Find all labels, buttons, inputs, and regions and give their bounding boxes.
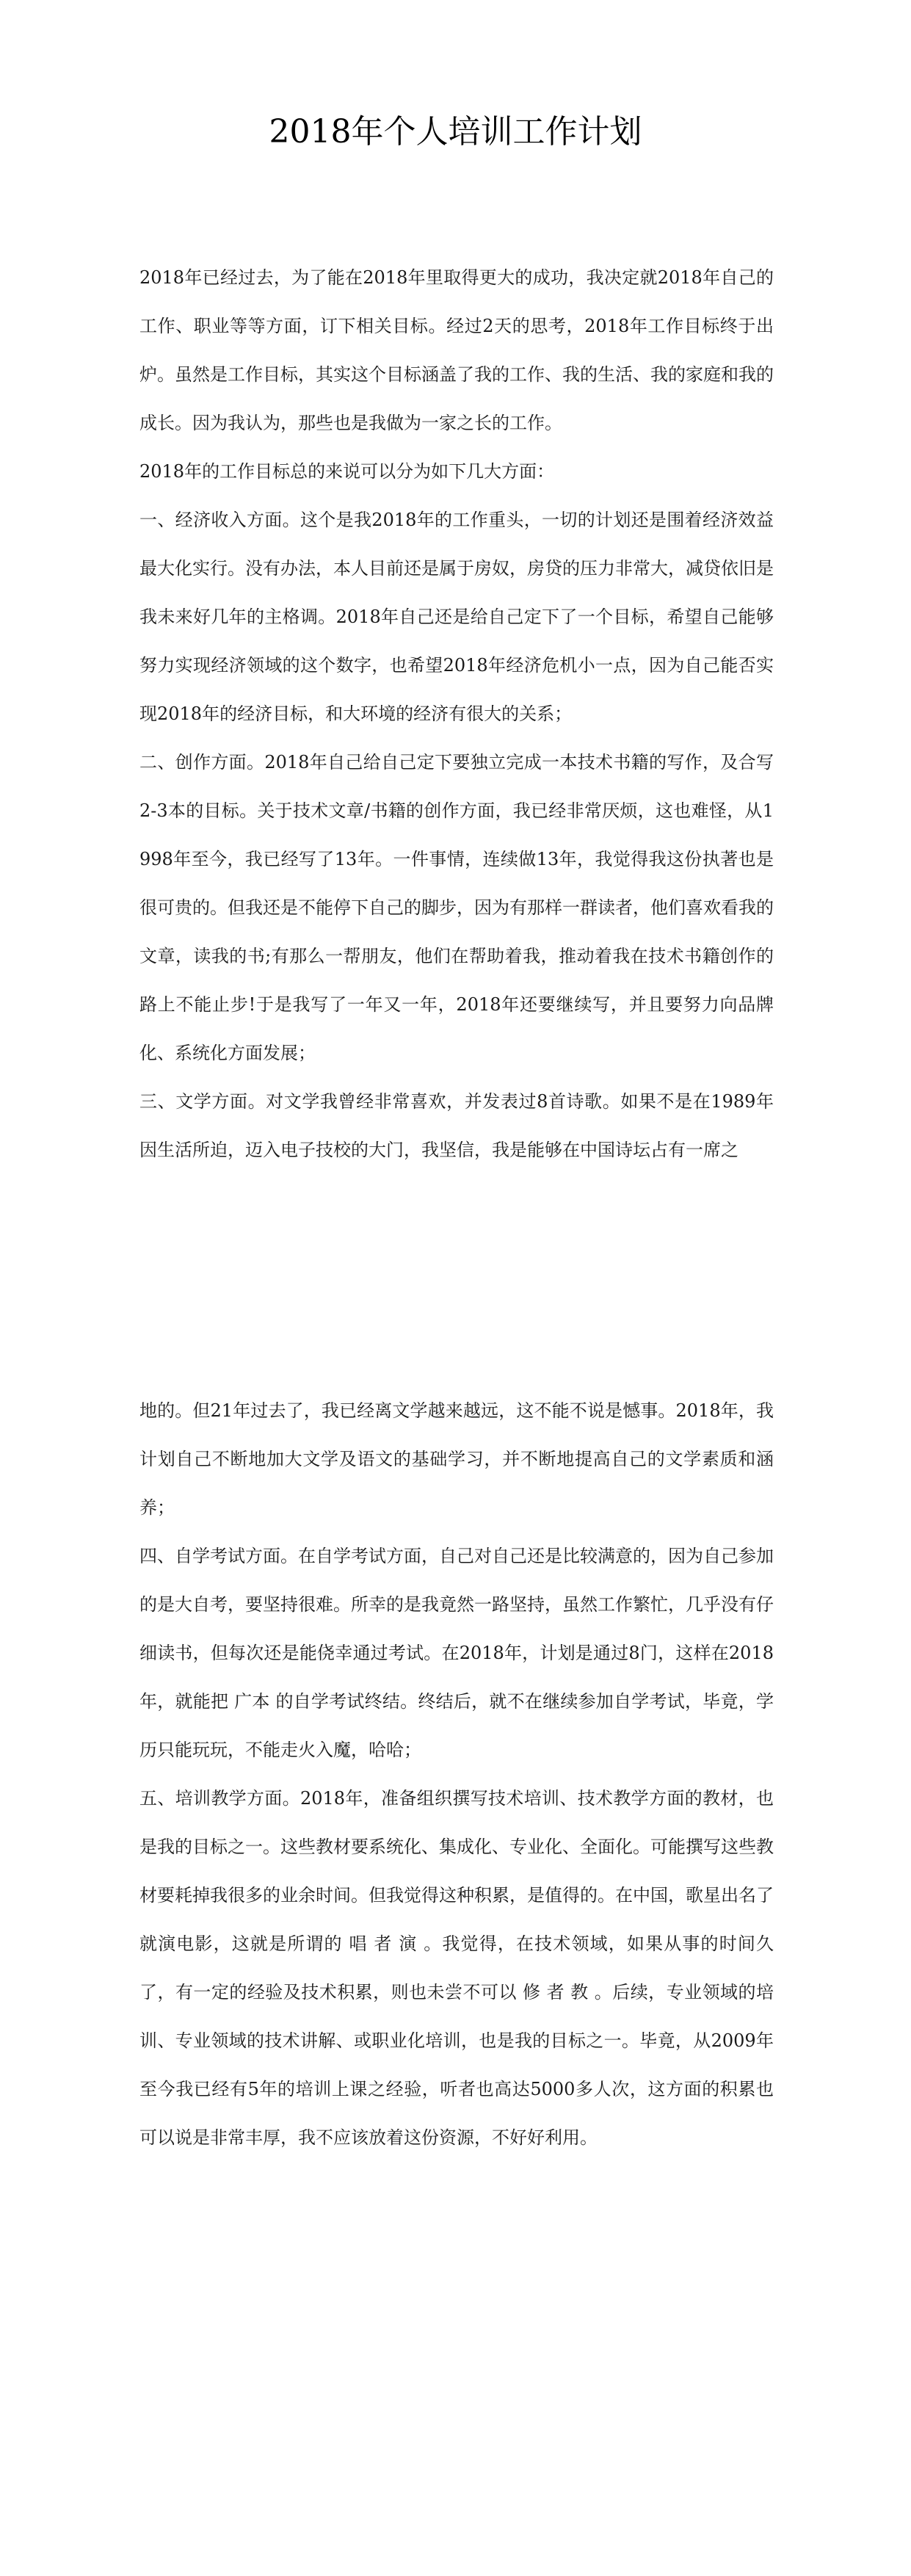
- paragraph: 2018年已经过去，为了能在2018年里取得更大的成功，我决定就2018年自己的工作、职业等等方面，订下相关目标。经过2天的思考，2018年工作目标终于出炉。虽然是工作目标，其实这个目标涵盖了我的工作、我的生活、我的家庭和我的成长。因为我认为，那些也是我做为一家之长的工作。: [139, 267, 774, 433]
- paragraph: 四、自学考试方面。在自学考试方面，自己对自己还是比较满意的，因为自己参加的是大自考，要坚持很难。所幸的是我竟然一路坚持，虽然工作繁忙，几乎没有仔细读书，但每次还是能侥幸通过考试。在2018年，计划是通过8门，这样在2018年，就能把 广本 的自学考试终结。终结后，就不在继续参加自学考试，毕竟，学历只能玩玩，不能走火入魔，哈哈；: [139, 1546, 774, 1760]
- paragraph: 二、创作方面。2018年自己给自己定下要独立完成一本技术书籍的写作，及合写2-3本的目标。关于技术文章/书籍的创作方面，我已经非常厌烦，这也难怪，从1998年至今，我已经写了13年。一件事情，连续做13年，我觉得我这份执著也是很可贵的。但我还是不能停下自己的脚步，因为有那样一群读者，他们喜欢看我的文章，读我的书;有那么一帮朋友，他们在帮助着我，推动着我在技术书籍创作的路上不能止步!于是我写了一年又一年，2018年还要继续写，并且要努力向品牌化、系统化方面发展；: [139, 752, 774, 1063]
- paragraph: 一、经济收入方面。这个是我2018年的工作重头，一切的计划还是围着经济效益最大化实行。没有办法，本人目前还是属于房奴，房贷的压力非常大，减贷依旧是我未来好几年的主格调。2018年自己还是给自己定下了一个目标，希望自己能够努力实现经济领域的这个数字，也希望2018年经济危机小一点，因为自己能否实现2018年的经济目标，和大环境的经济有很大的关系；: [139, 510, 774, 724]
- body-text-block-page-2: [139, 1386, 774, 2162]
- paragraph: 三、文学方面。对文学我曾经非常喜欢，并发表过8首诗歌。如果不是在1989年因生活所迫，迈入电子技校的大门，我坚信，我是能够在中国诗坛占有一席之: [139, 1091, 774, 1160]
- paragraph: 地的。但21年过去了，我已经离文学越来越远，这不能不说是憾事。2018年，我计划自己不断地加大文学及语文的基础学习，并不断地提高自己的文学素质和涵养；: [139, 1400, 774, 1518]
- body-text-block-page-1: [139, 253, 774, 1174]
- document-title: 2018年个人培训工作计划: [269, 113, 642, 151]
- paragraph: 2018年的工作目标总的来说可以分为如下几大方面：: [139, 461, 555, 482]
- paragraph: 五、培训教学方面。2018年，准备组织撰写技术培训、技术教学方面的教材，也是我的目标之一。这些教材要系统化、集成化、专业化、全面化。可能撰写这些教材要耗掉我很多的业余时间。但我觉得这种积累，是值得的。在中国，歌星出名了就演电影，这就是所谓的 唱 者 演 。我觉得，在技术领域，如果从事的时间久了，有一定的经验及技术积累，则也未尝不可以 修 者 教 。后续，专业领域的培训、专业领域的技术讲解、或职业化培训，也是我的目标之一。毕竟，从2009年至今我已经有5年的培训上课之经验，听者也高达5000多人次，这方面的积累也可以说是非常丰厚，我不应该放着这份资源，不好好利用。: [139, 1788, 774, 2148]
